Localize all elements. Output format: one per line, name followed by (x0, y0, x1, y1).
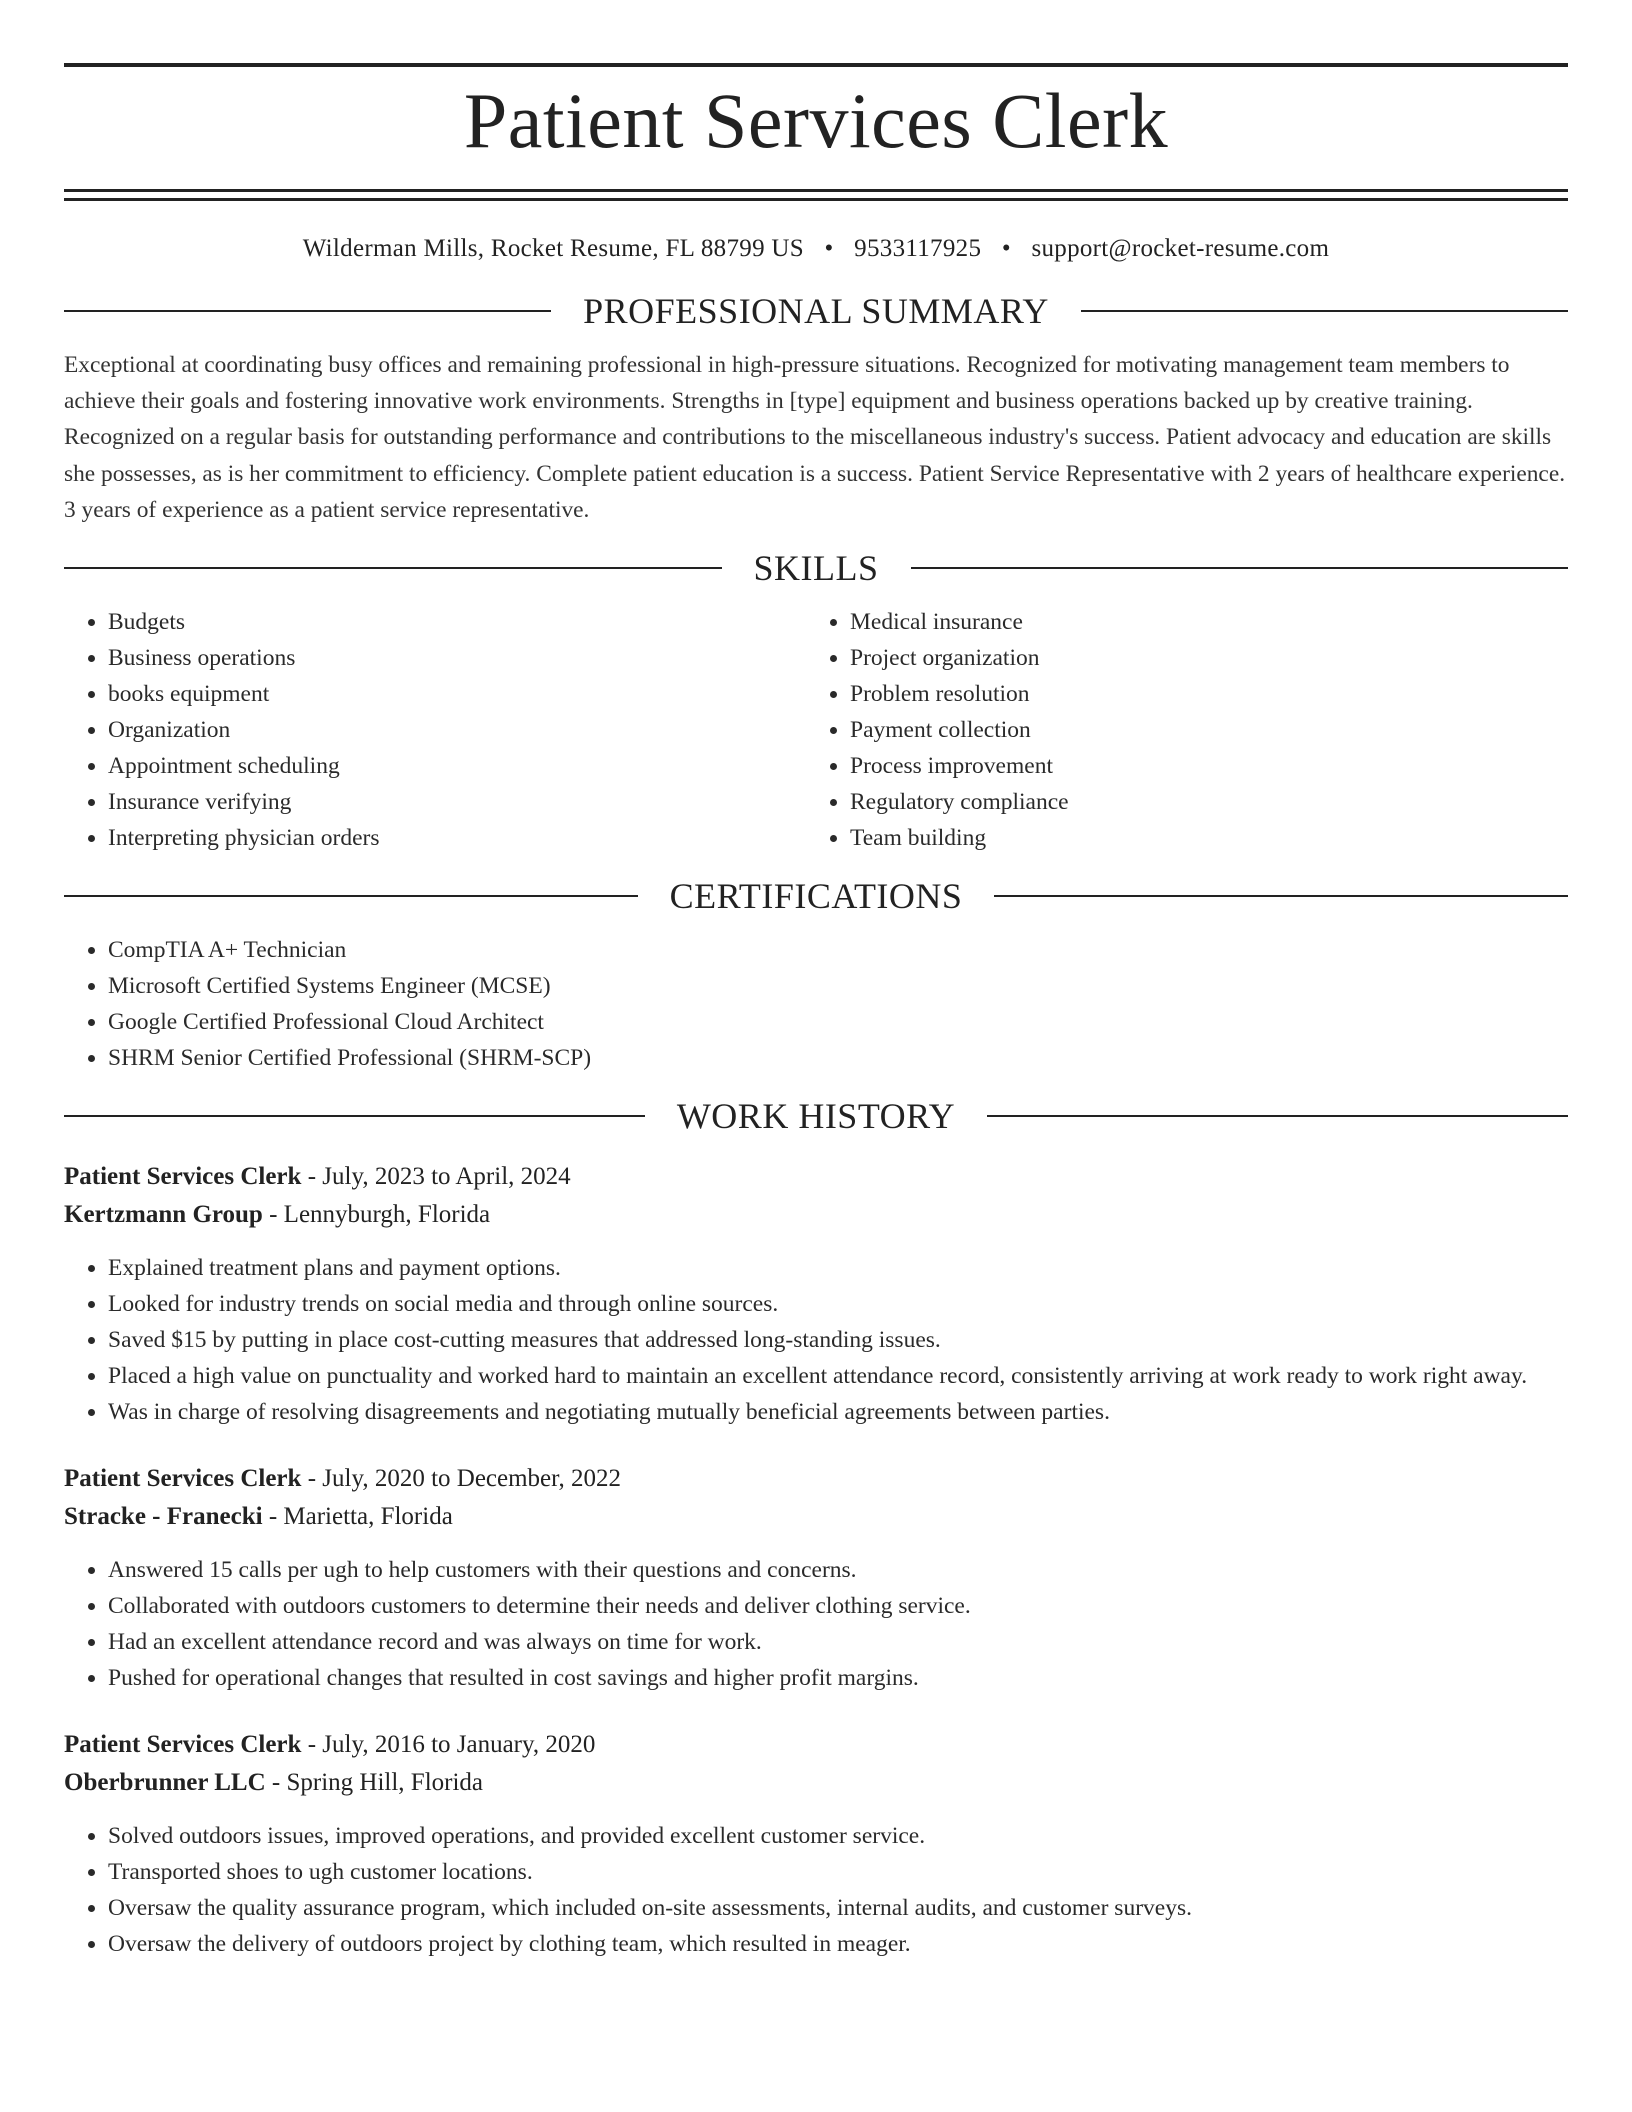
resume-title: Patient Services Clerk (463, 77, 1169, 164)
job-location: - Lennyburgh, Florida (262, 1201, 491, 1229)
heading-rule (1081, 310, 1568, 312)
contact-line (64, 233, 1568, 265)
job-role: Patient Services Clerk (64, 1731, 302, 1759)
job-bullet: • Answered 15 calls per ugh to help customers with their questions and concerns. (108, 1552, 1568, 1588)
heading-rule (911, 567, 1569, 569)
job-bullet: • Placed a high value on punctuality and worked hard to maintain an excellent attendance record, consistently arriving at work ready to work right away. (108, 1358, 1568, 1394)
heading-rule (64, 1115, 645, 1117)
skill-item: • Regulatory compliance (850, 784, 1548, 820)
job-company-line (64, 1196, 1568, 1234)
job-bullet: • Explained treatment plans and payment options. (108, 1250, 1568, 1286)
skill-item: • books equipment (108, 676, 806, 712)
top-rule (64, 63, 1568, 67)
certification-item: • SHRM Senior Certified Professional (SHRM-SCP) (108, 1040, 1568, 1076)
contact-separator: • (824, 235, 834, 262)
job-bullet: • Saved $15 by putting in place cost-cutting measures that addressed long-standing issues. (108, 1322, 1568, 1358)
skill-item: • Interpreting physician orders (108, 820, 806, 856)
job-dates: - July, 2023 to April, 2024 (301, 1163, 571, 1191)
job-company: Kertzmann Group (64, 1201, 263, 1229)
skills-column-left (64, 604, 806, 856)
job-company: Stracke - Franecki (64, 1503, 263, 1531)
skill-item: • Organization (108, 712, 806, 748)
job-bullet: • Collaborated with outdoors customers to determine their needs and deliver clothing service. (108, 1588, 1568, 1624)
job-company-line (64, 1498, 1568, 1536)
contact-phone: 9533117925 (854, 235, 982, 262)
certification-item: • Microsoft Certified Systems Engineer (MCSE) (108, 968, 1568, 1004)
heading-rule (64, 567, 722, 569)
heading-rule (987, 1115, 1568, 1117)
job-company: Oberbrunner LLC (64, 1769, 266, 1797)
work-heading (64, 1090, 1568, 1142)
job-bullets (64, 1552, 1568, 1696)
summary-title: PROFESSIONAL SUMMARY (583, 291, 1049, 331)
job-entry (64, 1158, 1568, 1430)
resume-page (64, 0, 1568, 1962)
heading-rule (994, 895, 1568, 897)
skills-list (64, 604, 1568, 856)
job-bullet: • Solved outdoors issues, improved operations, and provided excellent customer service. (108, 1818, 1568, 1854)
job-location: - Spring Hill, Florida (265, 1769, 484, 1797)
job-dates: - July, 2020 to December, 2022 (301, 1465, 621, 1493)
job-bullet: • Looked for industry trends on social media and through online sources. (108, 1286, 1568, 1322)
skill-item: • Project organization (850, 640, 1548, 676)
skill-item: • Process improvement (850, 748, 1548, 784)
job-bullet: • Oversaw the quality assurance program, which included on-site assessments, internal audits, and customer surveys. (108, 1890, 1568, 1926)
job-entry (64, 1460, 1568, 1696)
skill-item: • Budgets (108, 604, 806, 640)
skills-column-right (806, 604, 1548, 856)
certification-item: • CompTIA A+ Technician (108, 932, 1568, 968)
skill-item: • Medical insurance (850, 604, 1548, 640)
work-title: WORK HISTORY (676, 1096, 956, 1137)
certifications-title: CERTIFICATIONS (669, 876, 963, 917)
certifications-list (64, 932, 1568, 1076)
certifications-heading (64, 870, 1568, 922)
job-role: Patient Services Clerk (64, 1465, 302, 1493)
summary-heading (64, 285, 1568, 337)
job-location: - Marietta, Florida (262, 1503, 453, 1531)
certification-item: • Google Certified Professional Cloud Architect (108, 1004, 1568, 1040)
skill-item: • Business operations (108, 640, 806, 676)
skills-heading (64, 542, 1568, 594)
skill-item: • Appointment scheduling (108, 748, 806, 784)
job-bullet: • Had an excellent attendance record and was always on time for work. (108, 1624, 1568, 1660)
summary-text: Exceptional at coordinating busy offices and remaining professional in high-pressure situations. Recognized for motivating management team members to achieve their goals and fostering innovative work environments. Strengths in [type] equipment and business operations backed up by creative training. Recognized on a regular basis for outstanding performance and contributions to the miscellaneous industry's success. Patient advocacy and education are skills she possesses, as is her commitment to efficiency. Complete patient education is a success. Patient Service Representative with 2 years of healthcare experience. 3 years of experience as a patient service representative. (64, 352, 1566, 523)
contact-email: support@rocket-resume.com (1031, 235, 1330, 262)
job-title-line (64, 1158, 1568, 1196)
job-dates: - July, 2016 to January, 2020 (301, 1731, 596, 1759)
heading-rule (64, 895, 638, 897)
skill-item: • Payment collection (850, 712, 1548, 748)
job-role: Patient Services Clerk (64, 1163, 302, 1191)
double-rule (64, 189, 1568, 201)
job-bullet: • Transported shoes to ugh customer locations. (108, 1854, 1568, 1890)
job-bullet: • Pushed for operational changes that resulted in cost savings and higher profit margins. (108, 1660, 1568, 1696)
contact-address: Wilderman Mills, Rocket Resume, FL 88799 US (302, 235, 804, 262)
contact-separator: • (1001, 235, 1011, 262)
job-bullets (64, 1250, 1568, 1430)
heading-rule (64, 310, 551, 312)
job-title-line (64, 1460, 1568, 1498)
job-bullets (64, 1818, 1568, 1962)
job-entry (64, 1726, 1568, 1962)
job-company-line (64, 1764, 1568, 1802)
job-title-line (64, 1726, 1568, 1764)
skill-item: • Insurance verifying (108, 784, 806, 820)
skill-item: • Team building (850, 820, 1548, 856)
job-bullet: • Oversaw the delivery of outdoors project by clothing team, which resulted in meager. (108, 1926, 1568, 1962)
skill-item: • Problem resolution (850, 676, 1548, 712)
skills-title: SKILLS (753, 548, 879, 589)
job-bullet: • Was in charge of resolving disagreements and negotiating mutually beneficial agreements between parties. (108, 1394, 1568, 1430)
